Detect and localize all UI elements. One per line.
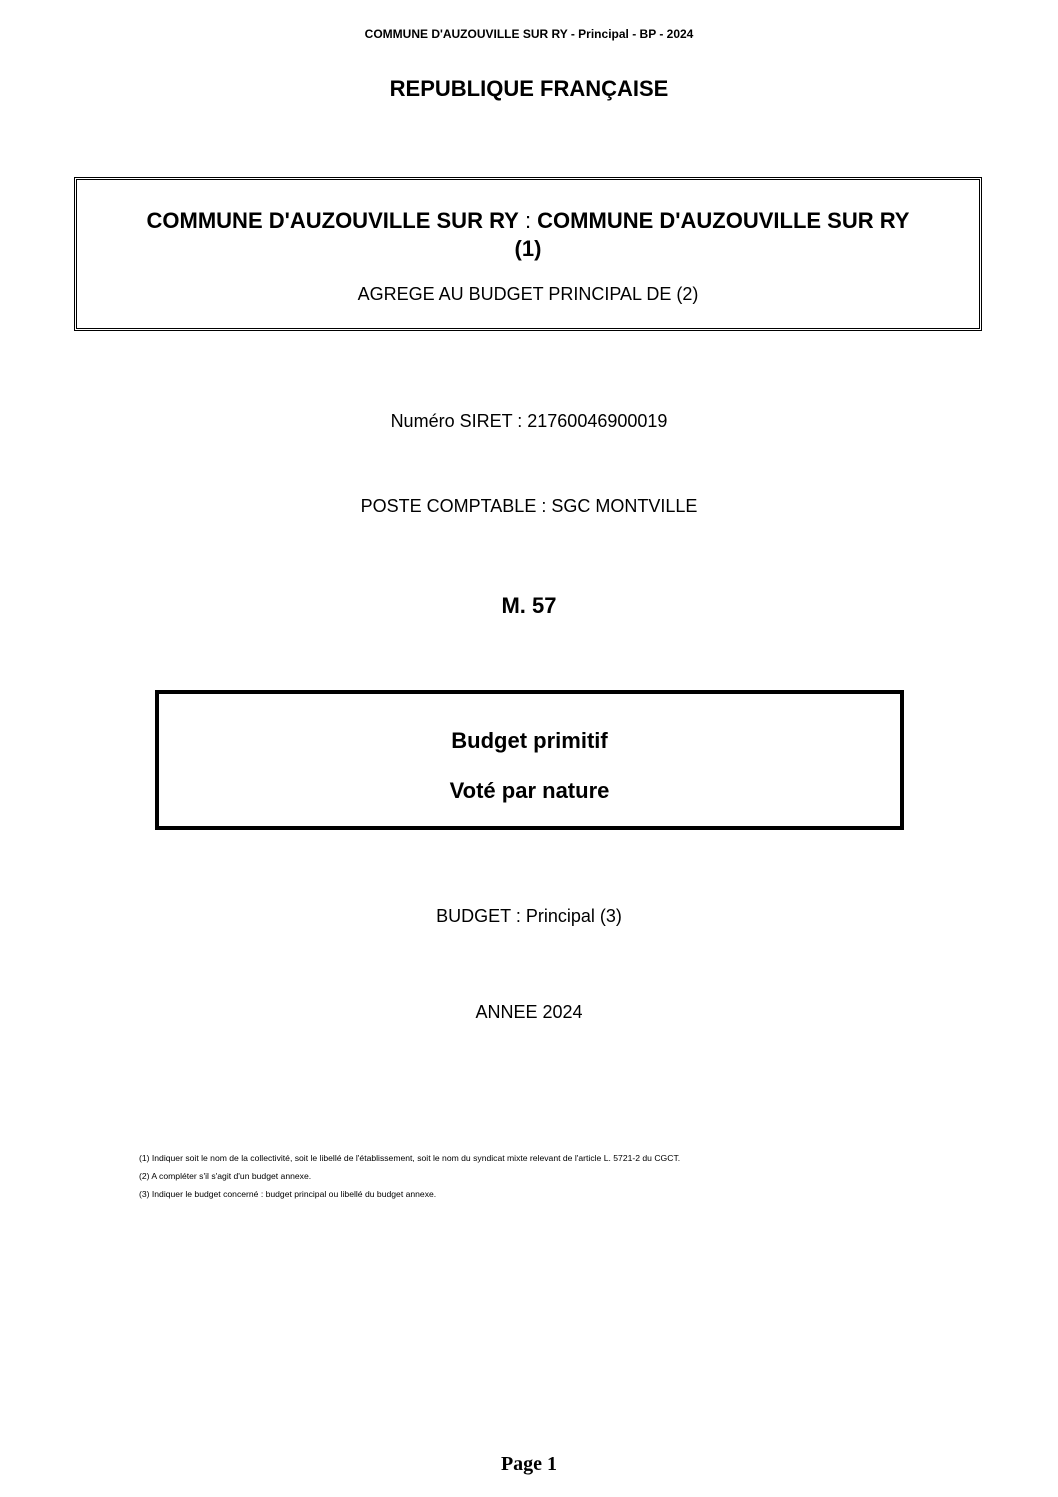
siret-number: Numéro SIRET : 21760046900019 — [390, 411, 668, 431]
nomenclature: M. 57 — [501, 593, 557, 618]
budget-type: Budget primitif — [451, 728, 608, 753]
footnote-2: (2) A compléter s'il s'agit d'un budget annexe. — [139, 1171, 312, 1181]
footnote-3: (3) Indiquer le budget concerné : budget principal ou libellé du budget annexe. — [139, 1189, 437, 1199]
page-number: Page 1 — [500, 1453, 558, 1475]
poste-comptable: POSTE COMPTABLE : SGC MONTVILLE — [360, 496, 698, 516]
footnotes — [139, 1149, 680, 1203]
budget-box — [155, 690, 904, 830]
footnote-1: (1) Indiquer soit le nom de la collectivité, soit le libellé de l'établissement, soit le nom du syndicat mixte relevant de l'article L. 5721-2 du CGCT. — [139, 1153, 681, 1163]
commune-name-secondary: COMMUNE D'AUZOUVILLE SUR RY — [537, 208, 910, 233]
commune-separator: : — [518, 208, 538, 233]
budget-year: ANNEE 2024 — [475, 1002, 583, 1022]
commune-agrege: AGREGE AU BUDGET PRINCIPAL DE (2) — [357, 284, 699, 304]
commune-note-ref: (1) — [514, 236, 542, 261]
commune-title — [77, 207, 979, 263]
vote-mode: Voté par nature — [449, 778, 610, 803]
commune-box — [74, 177, 982, 331]
running-header: COMMUNE D'AUZOUVILLE SUR RY - Principal - BP - 2024 — [364, 27, 694, 41]
budget-label: BUDGET : Principal (3) — [436, 906, 622, 926]
commune-name: COMMUNE D'AUZOUVILLE SUR RY — [146, 208, 519, 233]
country-heading: REPUBLIQUE FRANÇAISE — [389, 76, 669, 101]
